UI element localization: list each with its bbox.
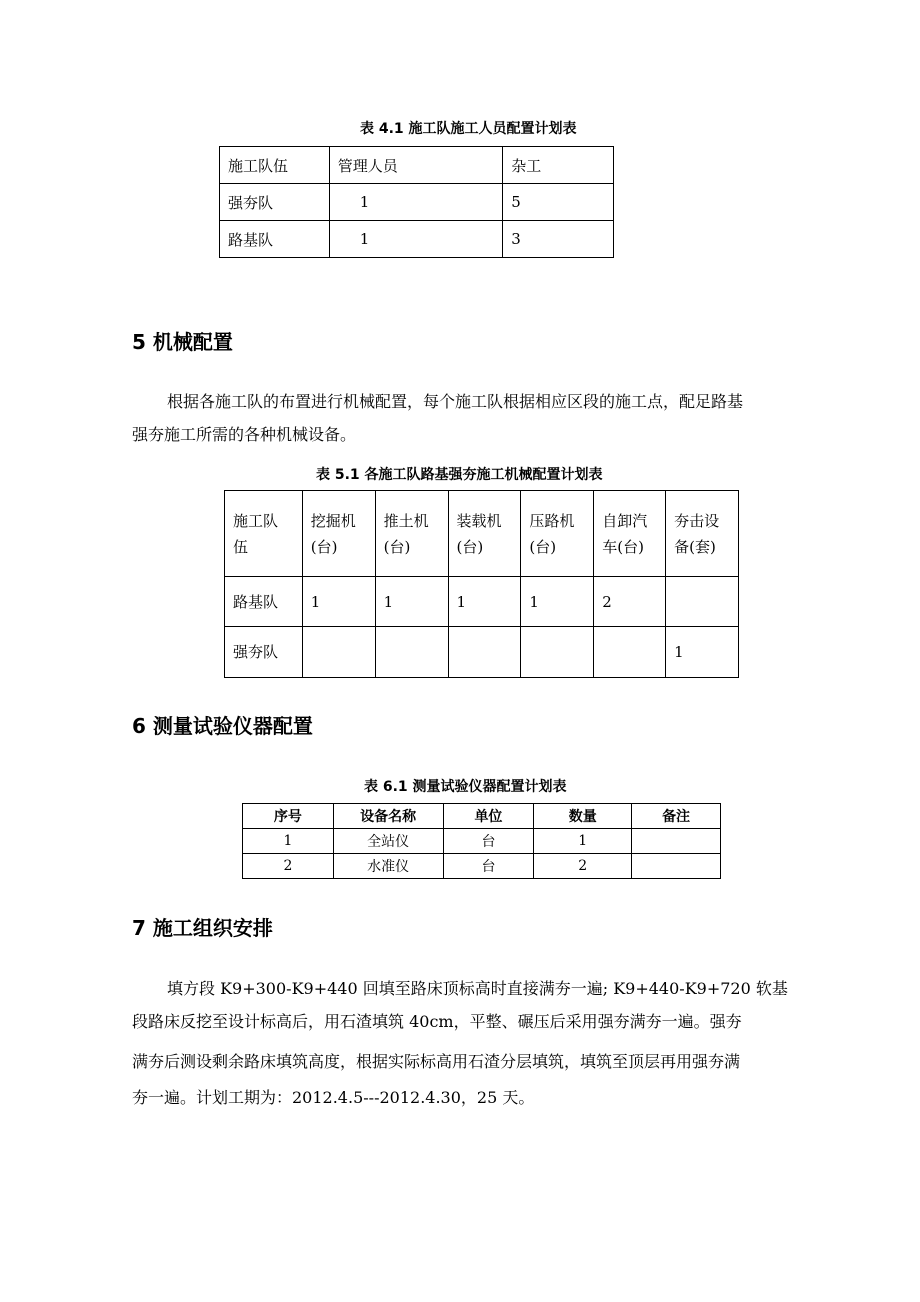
table-cell (302, 627, 375, 678)
table-cell: 2 (243, 854, 334, 879)
table-cell: 台 (443, 854, 534, 879)
table-4-1 (219, 146, 614, 258)
table-cell: 2 (534, 854, 632, 879)
section-7-paragraph-line: 段路床反挖至设计标高后，用石渣填筑 40cm，平整、碾压后采用强夯满夯一遍。强夯 (132, 1012, 742, 1031)
table-cell: 1 (302, 577, 375, 627)
header-cell: 设备名称 (333, 804, 443, 829)
table-cell (448, 627, 521, 678)
header-cell: 序号 (243, 804, 334, 829)
header-cell: 压路机 (台) (521, 491, 594, 577)
header-cell: 推土机 (台) (375, 491, 448, 577)
table-cell: 3 (503, 221, 614, 258)
table-cell (666, 577, 739, 627)
table-cell: 2 (594, 577, 666, 627)
table-4-1-caption: 表 4.1 施工队施工人员配置计划表 (360, 121, 577, 137)
table-cell: 强夯队 (225, 627, 303, 678)
section-5-heading: 5 机械配置 (132, 330, 233, 354)
header-cell: 备注 (632, 804, 721, 829)
table-row (220, 221, 614, 258)
header-cell: 装载机 (台) (448, 491, 521, 577)
table-cell: 全站仪 (333, 829, 443, 854)
table-row (243, 854, 721, 879)
section-5-paragraph-line: 强夯施工所需的各种机械设备。 (132, 425, 357, 444)
table-cell: 路基队 (225, 577, 303, 627)
header-cell: 施工队伍 (220, 147, 330, 184)
table-cell (521, 627, 594, 678)
header-cell: 施工队 伍 (225, 491, 303, 577)
table-cell: 1 (375, 577, 448, 627)
table-cell (594, 627, 666, 678)
table-cell (632, 854, 721, 879)
section-6-heading: 6 测量试验仪器配置 (132, 714, 313, 738)
section-5-paragraph-line: 根据各施工队的布置进行机械配置，每个施工队根据相应区段的施工点，配足路基 (167, 392, 744, 411)
table-cell: 1 (329, 184, 503, 221)
table-cell: 水准仪 (333, 854, 443, 879)
table-cell: 1 (329, 221, 503, 258)
table-cell: 路基队 (220, 221, 330, 258)
header-cell: 数量 (534, 804, 632, 829)
section-7-paragraph-line: 夯一遍。计划工期为：2012.4.5---2012.4.30，25 天。 (132, 1088, 535, 1107)
table-cell: 强夯队 (220, 184, 330, 221)
section-7-paragraph-line: 满夯后测设剩余路床填筑高度，根据实际标高用石渣分层填筑，填筑至顶层再用强夯满 (132, 1052, 741, 1071)
table-cell: 台 (443, 829, 534, 854)
table-6-1-caption: 表 6.1 测量试验仪器配置计划表 (364, 779, 567, 795)
header-cell: 单位 (443, 804, 534, 829)
table-row (225, 577, 739, 627)
header-cell: 管理人员 (329, 147, 503, 184)
table-header-row (220, 147, 614, 184)
table-cell: 1 (521, 577, 594, 627)
table-row (243, 829, 721, 854)
header-cell: 夯击设 备(套) (666, 491, 739, 577)
section-7-heading: 7 施工组织安排 (132, 916, 273, 940)
table-cell: 1 (534, 829, 632, 854)
table-6-1 (242, 803, 721, 879)
table-cell (375, 627, 448, 678)
header-cell: 杂工 (503, 147, 614, 184)
header-cell: 挖掘机 (台) (302, 491, 375, 577)
table-row (220, 184, 614, 221)
header-cell: 自卸汽 车(台) (594, 491, 666, 577)
table-cell (632, 829, 721, 854)
table-header-row (225, 491, 739, 577)
table-cell: 1 (243, 829, 334, 854)
table-5-1 (224, 490, 739, 678)
table-cell: 5 (503, 184, 614, 221)
table-cell: 1 (448, 577, 521, 627)
table-header-row (243, 804, 721, 829)
section-7-paragraph-line: 填方段 K9+300-K9+440 回填至路床顶标高时直接满夯一遍; K9+440-K9+720 软基 (167, 979, 788, 998)
table-row (225, 627, 739, 678)
table-cell: 1 (666, 627, 739, 678)
table-5-1-caption: 表 5.1 各施工队路基强夯施工机械配置计划表 (316, 467, 603, 483)
